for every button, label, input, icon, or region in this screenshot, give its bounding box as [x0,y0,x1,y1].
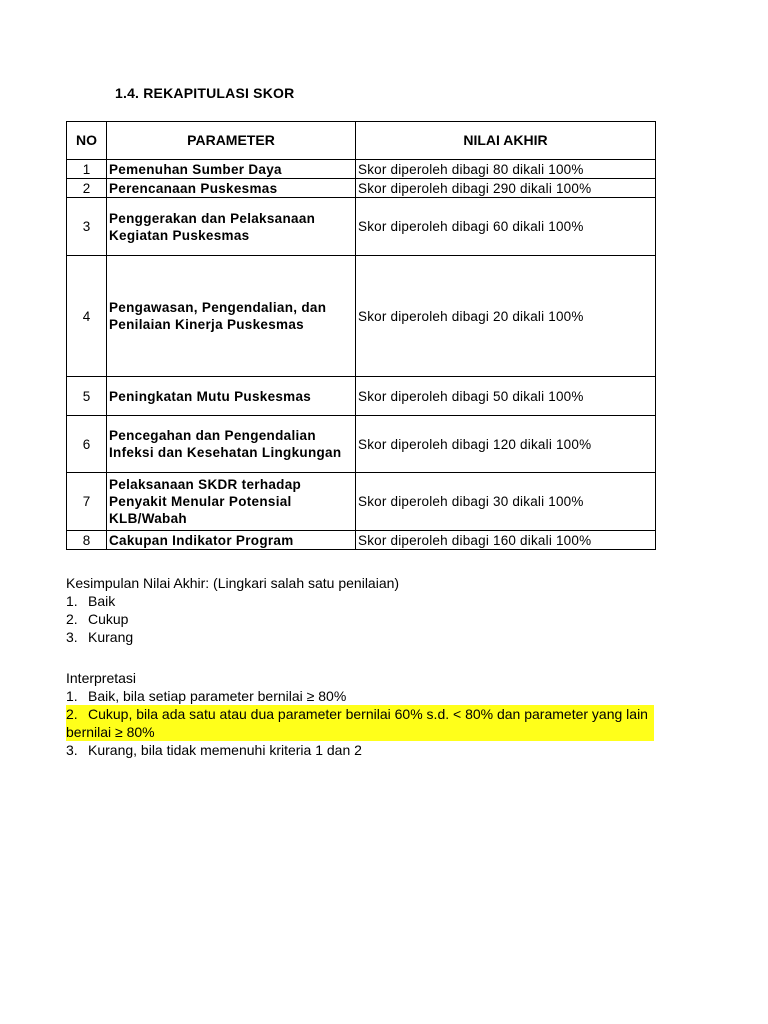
table-row [67,198,656,256]
row-nilai: Skor diperoleh dibagi 160 dikali 100% [356,531,656,550]
row-nilai: Skor diperoleh dibagi 80 dikali 100% [356,160,656,179]
interpretasi-section [66,669,666,759]
list-item-highlighted [66,705,654,741]
row-no: 4 [67,256,107,377]
list-item [66,628,666,646]
row-parameter: Peningkatan Mutu Puskesmas [107,377,356,416]
row-no: 3 [67,198,107,256]
table-header-row [67,122,656,160]
interpretasi-heading: Interpretasi [66,670,137,686]
row-parameter: Pengawasan, Pengendalian, dan Penilaian Kinerja Puskesmas [107,256,356,377]
row-nilai: Skor diperoleh dibagi 60 dikali 100% [356,198,656,256]
list-item [66,687,666,705]
rekap-table [66,121,656,550]
list-number: 1. [66,593,78,609]
row-nilai: Skor diperoleh dibagi 20 dikali 100% [356,256,656,377]
table-row [67,531,656,550]
list-text: Baik [88,593,116,609]
list-text: Baik, bila setiap parameter bernilai ≥ 80% [88,688,347,704]
row-parameter: Pemenuhan Sumber Daya [107,160,356,179]
row-no: 5 [67,377,107,416]
header-nilai: NILAI AKHIR [356,122,656,160]
row-no: 2 [67,179,107,198]
table-row [67,256,656,377]
list-number: 3. [66,742,78,758]
row-no: 1 [67,160,107,179]
table-row [67,160,656,179]
header-parameter: PARAMETER [107,122,356,160]
row-parameter: Penggerakan dan Pelaksanaan Kegiatan Puskesmas [107,198,356,256]
list-text: Cukup [88,611,129,627]
kesimpulan-heading: Kesimpulan Nilai Akhir: (Lingkari salah satu penilaian) [66,575,400,591]
list-text: Cukup, bila ada satu atau dua parameter bernilai 60% s.d. < 80% dan parameter yang lain bernilai ≥ 80% [66,706,648,740]
row-parameter: Pelaksanaan SKDR terhadap Penyakit Menular Potensial KLB/Wabah [107,473,356,531]
row-nilai: Skor diperoleh dibagi 50 dikali 100% [356,377,656,416]
list-number: 2. [66,611,78,627]
row-no: 7 [67,473,107,531]
list-number: 1. [66,688,78,704]
table-row [67,473,656,531]
table-row [67,416,656,473]
row-parameter: Perencanaan Puskesmas [107,179,356,198]
list-item [66,610,666,628]
row-no: 8 [67,531,107,550]
table-row [67,377,656,416]
row-parameter: Pencegahan dan Pengendalian Infeksi dan Kesehatan Lingkungan [107,416,356,473]
row-nilai: Skor diperoleh dibagi 30 dikali 100% [356,473,656,531]
list-text: Kurang [88,629,134,645]
header-no: NO [67,122,107,160]
row-no: 6 [67,416,107,473]
list-number: 3. [66,629,78,645]
table-row [67,179,656,198]
list-item [66,741,666,759]
kesimpulan-section [66,574,666,646]
section-title: 1.4. REKAPITULASI SKOR [115,85,295,101]
list-number: 2. [66,706,78,722]
list-item [66,592,666,610]
list-text: Kurang, bila tidak memenuhi kriteria 1 dan 2 [88,742,362,758]
row-nilai: Skor diperoleh dibagi 120 dikali 100% [356,416,656,473]
row-parameter: Cakupan Indikator Program [107,531,356,550]
row-nilai: Skor diperoleh dibagi 290 dikali 100% [356,179,656,198]
